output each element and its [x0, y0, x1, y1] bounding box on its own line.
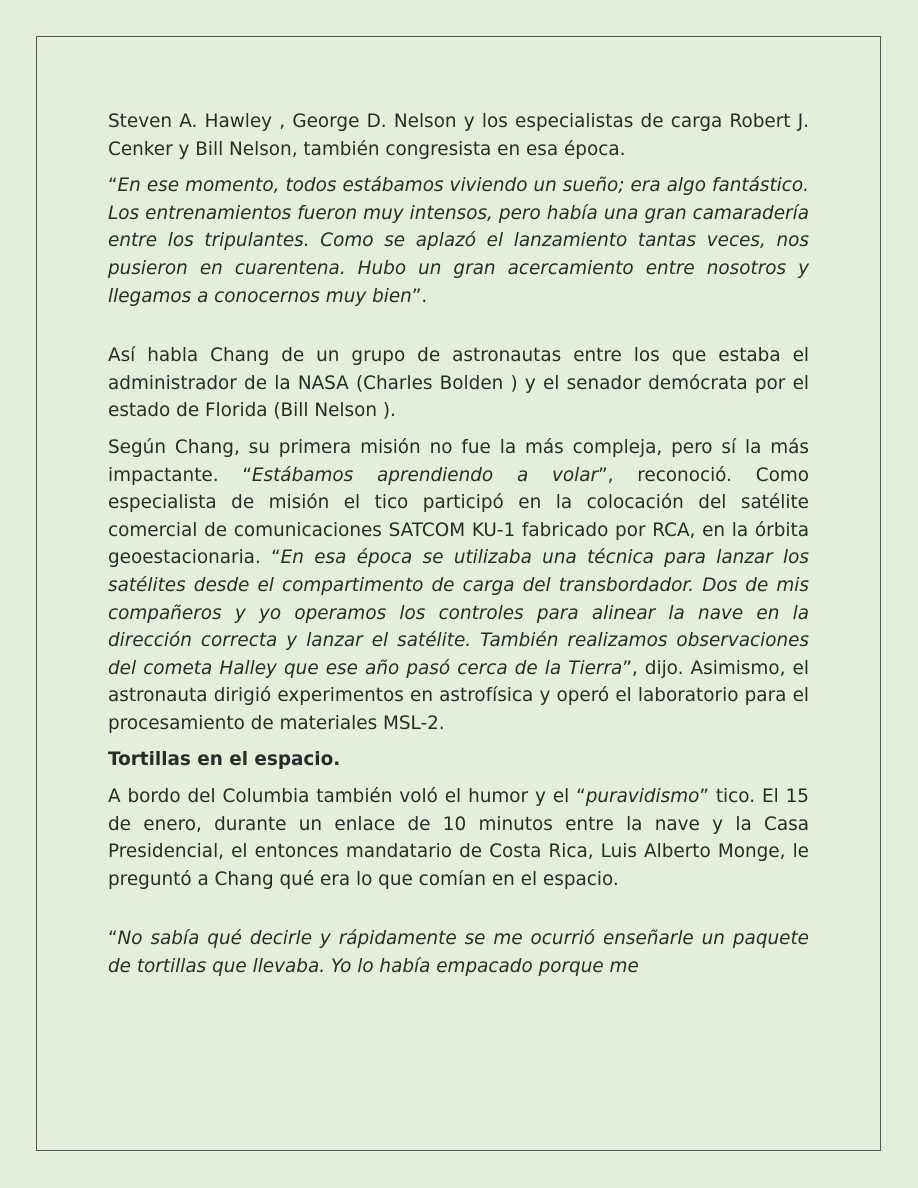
- text-run: Tortillas en el espacio.: [108, 749, 341, 771]
- paragraph-humor: [108, 783, 809, 893]
- italic-text-run: En ese momento, todos estábamos viviendo un sueño; era algo fantástico. Los entrenamientos fueron muy intensos, pero había una gran camaradería entre los tripulantes. Como se aplazó el lanzamiento tantas veces, nos pusieron en cuarentena. Hubo un gran acercamiento entre nosotros y llegamos a conocernos muy bien: [108, 175, 809, 307]
- italic-text-run: Estábamos aprendiendo a volar: [251, 464, 599, 486]
- paragraph-quote-tortillas: [108, 925, 809, 980]
- text-run: Según Chang, su primera misión no fue la más compleja, pero sí la más impactante. “: [108, 436, 809, 486]
- italic-text-run: En esa época se utilizaba una técnica para lanzar los satélites desde el compartimento de carga del transbordador. Dos de mis compañeros y yo operamos los controles para alinear la nave en la dirección correcta y lanzar el satélite. También realizamos observaciones del cometa Halley que ese año pasó cerca de la Tierra: [108, 547, 809, 679]
- text-run: ”, reconoció. Como especialista de misión el tico participó en la colocación del satélite comercial de comunicaciones SATCOM KU-1 fabricado por RCA, en la órbita geoestacionaria. “: [108, 464, 809, 569]
- text-run: Steven A. Hawley , George D. Nelson y los especialistas de carga Robert J. Cenker y Bill Nelson, también congresista en esa época.: [108, 111, 809, 160]
- text-run: ”.: [411, 285, 428, 307]
- text-run: “: [108, 175, 118, 197]
- section-heading-tortillas: [108, 746, 809, 774]
- document-body: [108, 108, 809, 990]
- text-run: A bordo del Columbia también voló el humor y el “: [108, 786, 586, 808]
- paragraph-crew: [108, 108, 809, 163]
- text-run: ”, dijo. Asimismo, el astronauta dirigió experimentos en astrofísica y operó el laboratorio para el procesamiento de materiales MSL-2.: [108, 657, 809, 734]
- paragraph-first-mission: [108, 434, 809, 738]
- text-run: “: [108, 928, 118, 950]
- italic-text-run: puravidismo: [585, 786, 700, 808]
- text-run: Así habla Chang de un grupo de astronautas entre los que estaba el administrador de la NASA (Charles Bolden ) y el senador demócrata por el estado de Florida (Bill Nelson ).: [108, 345, 809, 422]
- paragraph-quote-dream: [108, 172, 809, 310]
- paragraph-chang-group: [108, 342, 809, 425]
- italic-text-run: No sabía qué decirle y rápidamente se me ocurrió enseñarle un paquete de tortillas que llevaba. Yo lo había empacado porque me: [108, 928, 809, 978]
- text-run: ” tico. El 15 de enero, durante un enlace de 10 minutos entre la nave y la Casa Presidencial, el entonces mandatario de Costa Rica, Luis Alberto Monge, le preguntó a Chang qué era lo que comían en el espacio.: [108, 786, 810, 890]
